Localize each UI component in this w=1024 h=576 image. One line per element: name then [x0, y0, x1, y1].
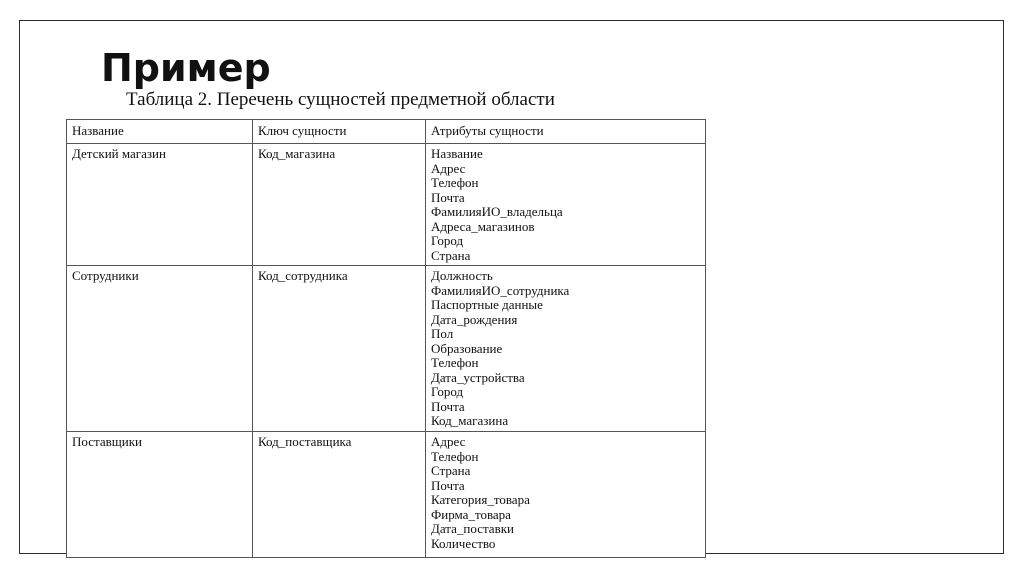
attribute-item: Телефон	[431, 355, 479, 370]
attribute-item: ФамилияИО_сотрудника	[431, 282, 570, 298]
attribute-list	[431, 269, 700, 429]
attribute-item: Страна	[431, 247, 471, 263]
column-header-attributes: Атрибуты сущности	[426, 120, 706, 144]
entity-name-cell: Поставщики	[67, 432, 253, 558]
attribute-item: Страна	[431, 463, 471, 478]
table-header-row	[67, 120, 706, 144]
entity-name-cell: Сотрудники	[67, 266, 253, 432]
column-header-name: Название	[67, 120, 253, 144]
entity-table	[66, 119, 706, 558]
attribute-item: Адрес	[431, 160, 466, 176]
attribute-item: Категория_товара	[431, 492, 530, 507]
table-row	[67, 144, 706, 266]
attribute-list	[431, 435, 700, 551]
table-row	[67, 266, 706, 432]
attribute-item: Город	[431, 233, 464, 248]
attribute-list	[431, 147, 700, 263]
attribute-item: Город	[431, 384, 464, 399]
attribute-item: Почта	[431, 477, 465, 493]
column-header-key: Ключ сущности	[253, 120, 426, 144]
attribute-item: Адреса_магазинов	[431, 218, 535, 234]
attribute-item: ФамилияИО_владельца	[431, 204, 563, 219]
attribute-item: Телефон	[431, 175, 479, 190]
attribute-item: Дата_устройства	[431, 369, 525, 385]
entity-attributes-cell	[426, 432, 706, 558]
entity-key-cell: Код_сотрудника	[253, 266, 426, 432]
attribute-item: Дата_рождения	[431, 311, 518, 327]
attribute-item: Телефон	[431, 448, 479, 464]
attribute-item: Фирма_товара	[431, 506, 511, 522]
attribute-item: Код_магазина	[431, 413, 509, 428]
table-row	[67, 432, 706, 558]
attribute-item: Пол	[431, 326, 454, 341]
attribute-item: Дата_поставки	[431, 521, 514, 536]
attribute-item: Адрес	[431, 434, 466, 449]
entity-name-cell: Детский магазин	[67, 144, 253, 266]
attribute-item: Количество	[431, 535, 496, 551]
entity-key-cell: Код_поставщика	[253, 432, 426, 558]
attribute-item: Почта	[431, 398, 465, 414]
attribute-item: Название	[431, 146, 483, 161]
entity-key-cell: Код_магазина	[253, 144, 426, 266]
entity-attributes-cell	[426, 266, 706, 432]
entity-attributes-cell	[426, 144, 706, 266]
attribute-item: Почта	[431, 189, 465, 205]
slide-title: Пример	[101, 46, 271, 90]
attribute-item: Должность	[431, 268, 493, 283]
attribute-item: Образование	[431, 340, 503, 356]
attribute-item: Паспортные данные	[431, 297, 543, 312]
table-caption: Таблица 2. Перечень сущностей предметной области	[126, 89, 555, 110]
